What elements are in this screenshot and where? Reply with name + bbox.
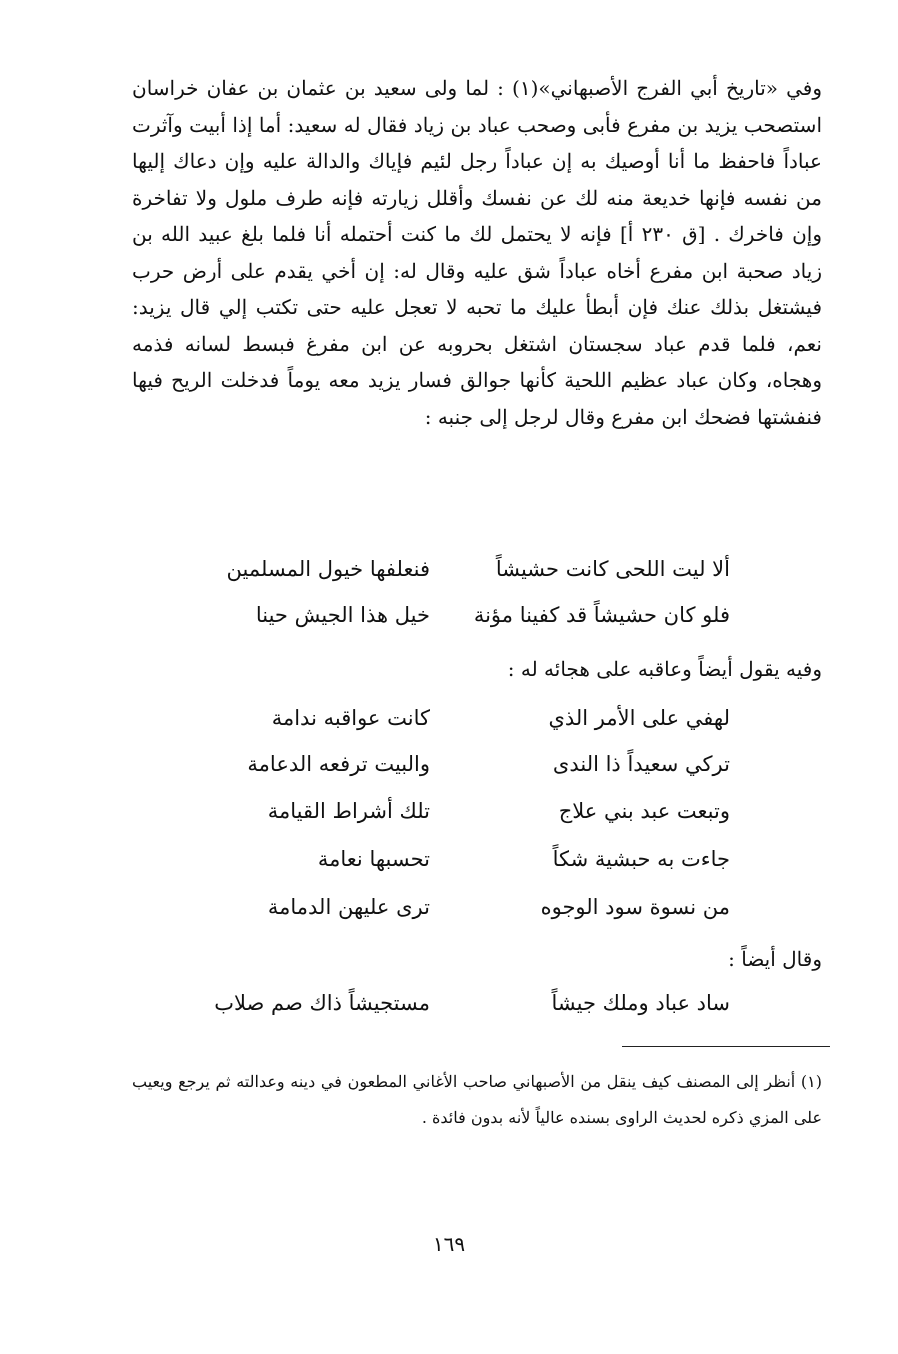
verse-second-hemistich: مستجيشاً ذاك صم صلاب <box>214 991 430 1015</box>
verse-first-hemistich: جاءت به حبشية شكاً <box>552 847 730 871</box>
verse-first-hemistich: لهفي على الأمر الذي <box>548 706 730 730</box>
verse-first-hemistich: ساد عباد وملك جيشاً <box>551 991 730 1015</box>
verse-first-hemistich: وتبعت عبد بني علاج <box>558 799 730 823</box>
verse-second-hemistich: فنعلفها خيول المسلمين <box>226 557 430 581</box>
verse-second-hemistich: خيل هذا الجيش حينا <box>255 603 430 627</box>
verse-line <box>150 700 730 736</box>
poem-introduction: وقال أيضاً : <box>728 947 822 971</box>
main-paragraph <box>132 70 822 435</box>
footnote: (١) أنظر إلى المصنف كيف ينقل من الأصبهاني صاحب الأغاني المطعون في دينه وعدالته ثم يرجع ويعيب على المزي ذكره لحديث الراوى بسنده عالياً لأنه بدون فائدة . <box>132 1072 822 1127</box>
verse-second-hemistich: ترى عليهن الدمامة <box>267 895 430 919</box>
verse-line <box>150 985 730 1021</box>
verse-line <box>150 746 730 782</box>
verse-second-hemistich: تحسبها نعامة <box>317 847 430 871</box>
verse-second-hemistich: والبيت ترفعه الدعامة <box>247 752 430 776</box>
verse-line <box>150 597 730 633</box>
verse-line <box>150 793 730 829</box>
verse-line <box>150 841 730 877</box>
page-number: ١٦٩ <box>432 1232 466 1256</box>
verse-first-hemistich: فلو كان حشيشاً قد كفينا مؤنة <box>473 603 730 627</box>
poem-introduction: وفيه يقول أيضاً وعاقبه على هجائه له : <box>507 657 822 681</box>
verse-first-hemistich: من نسوة سود الوجوه <box>540 895 730 919</box>
verse-line <box>150 551 730 587</box>
paragraph-text: وفي «تاريخ أبي الفرج الأصبهاني»(١) : لما ولى سعيد بن عثمان بن عفان خراسان استصحب يزيد بن مفرع فأبى وصحب عباد بن زياد فقال له سعيد: أما إذا أبيت وآثرت عباداً فاحفظ ما أنا أوصيك به إن عباداً رجل لئيم فإياك والدالة عليه وإن دعاك إليها من نفسه فإنها خديعة منه لك عن نفسك وأقلل زيارته فإنه طرف ملول ولا تفاخرة وإن فاخرك . [ق ٢٣٠ أ] فإنه لا يحتمل لك ما كنت أحتمله أنا فلما بلغ عبيد الله بن زياد صحبة ابن مفرع أخاه عباداً شق عليه وقال له: إن أخي يقدم على أرض حرب فيشتغل بذلك عنك فإن أبطأ عليك ما تحبه لا تعجل عليه حتى تكتب إلي قال يزيد: نعم، فلما قدم عباد سجستان اشتغل بحروبه عن ابن مفرغ فبسط لسانه فذمه وهجاه، وكان عباد عظيم اللحية كأنها جوالق فسار يزيد معه يوماً فدخلت الريح فيها فنفشتها فضحك ابن مفرع وقال لرجل إلى جنبه : <box>132 76 823 429</box>
verse-second-hemistich: كانت عواقبه ندامة <box>271 706 430 730</box>
verse-line <box>150 889 730 925</box>
footnote-separator <box>622 1046 830 1047</box>
verse-first-hemistich: تركي سعيداً ذا الندى <box>552 752 730 776</box>
verse-first-hemistich: ألا ليت اللحى كانت حشيشاً <box>495 557 730 581</box>
verse-second-hemistich: تلك أشراط القيامة <box>267 799 430 823</box>
